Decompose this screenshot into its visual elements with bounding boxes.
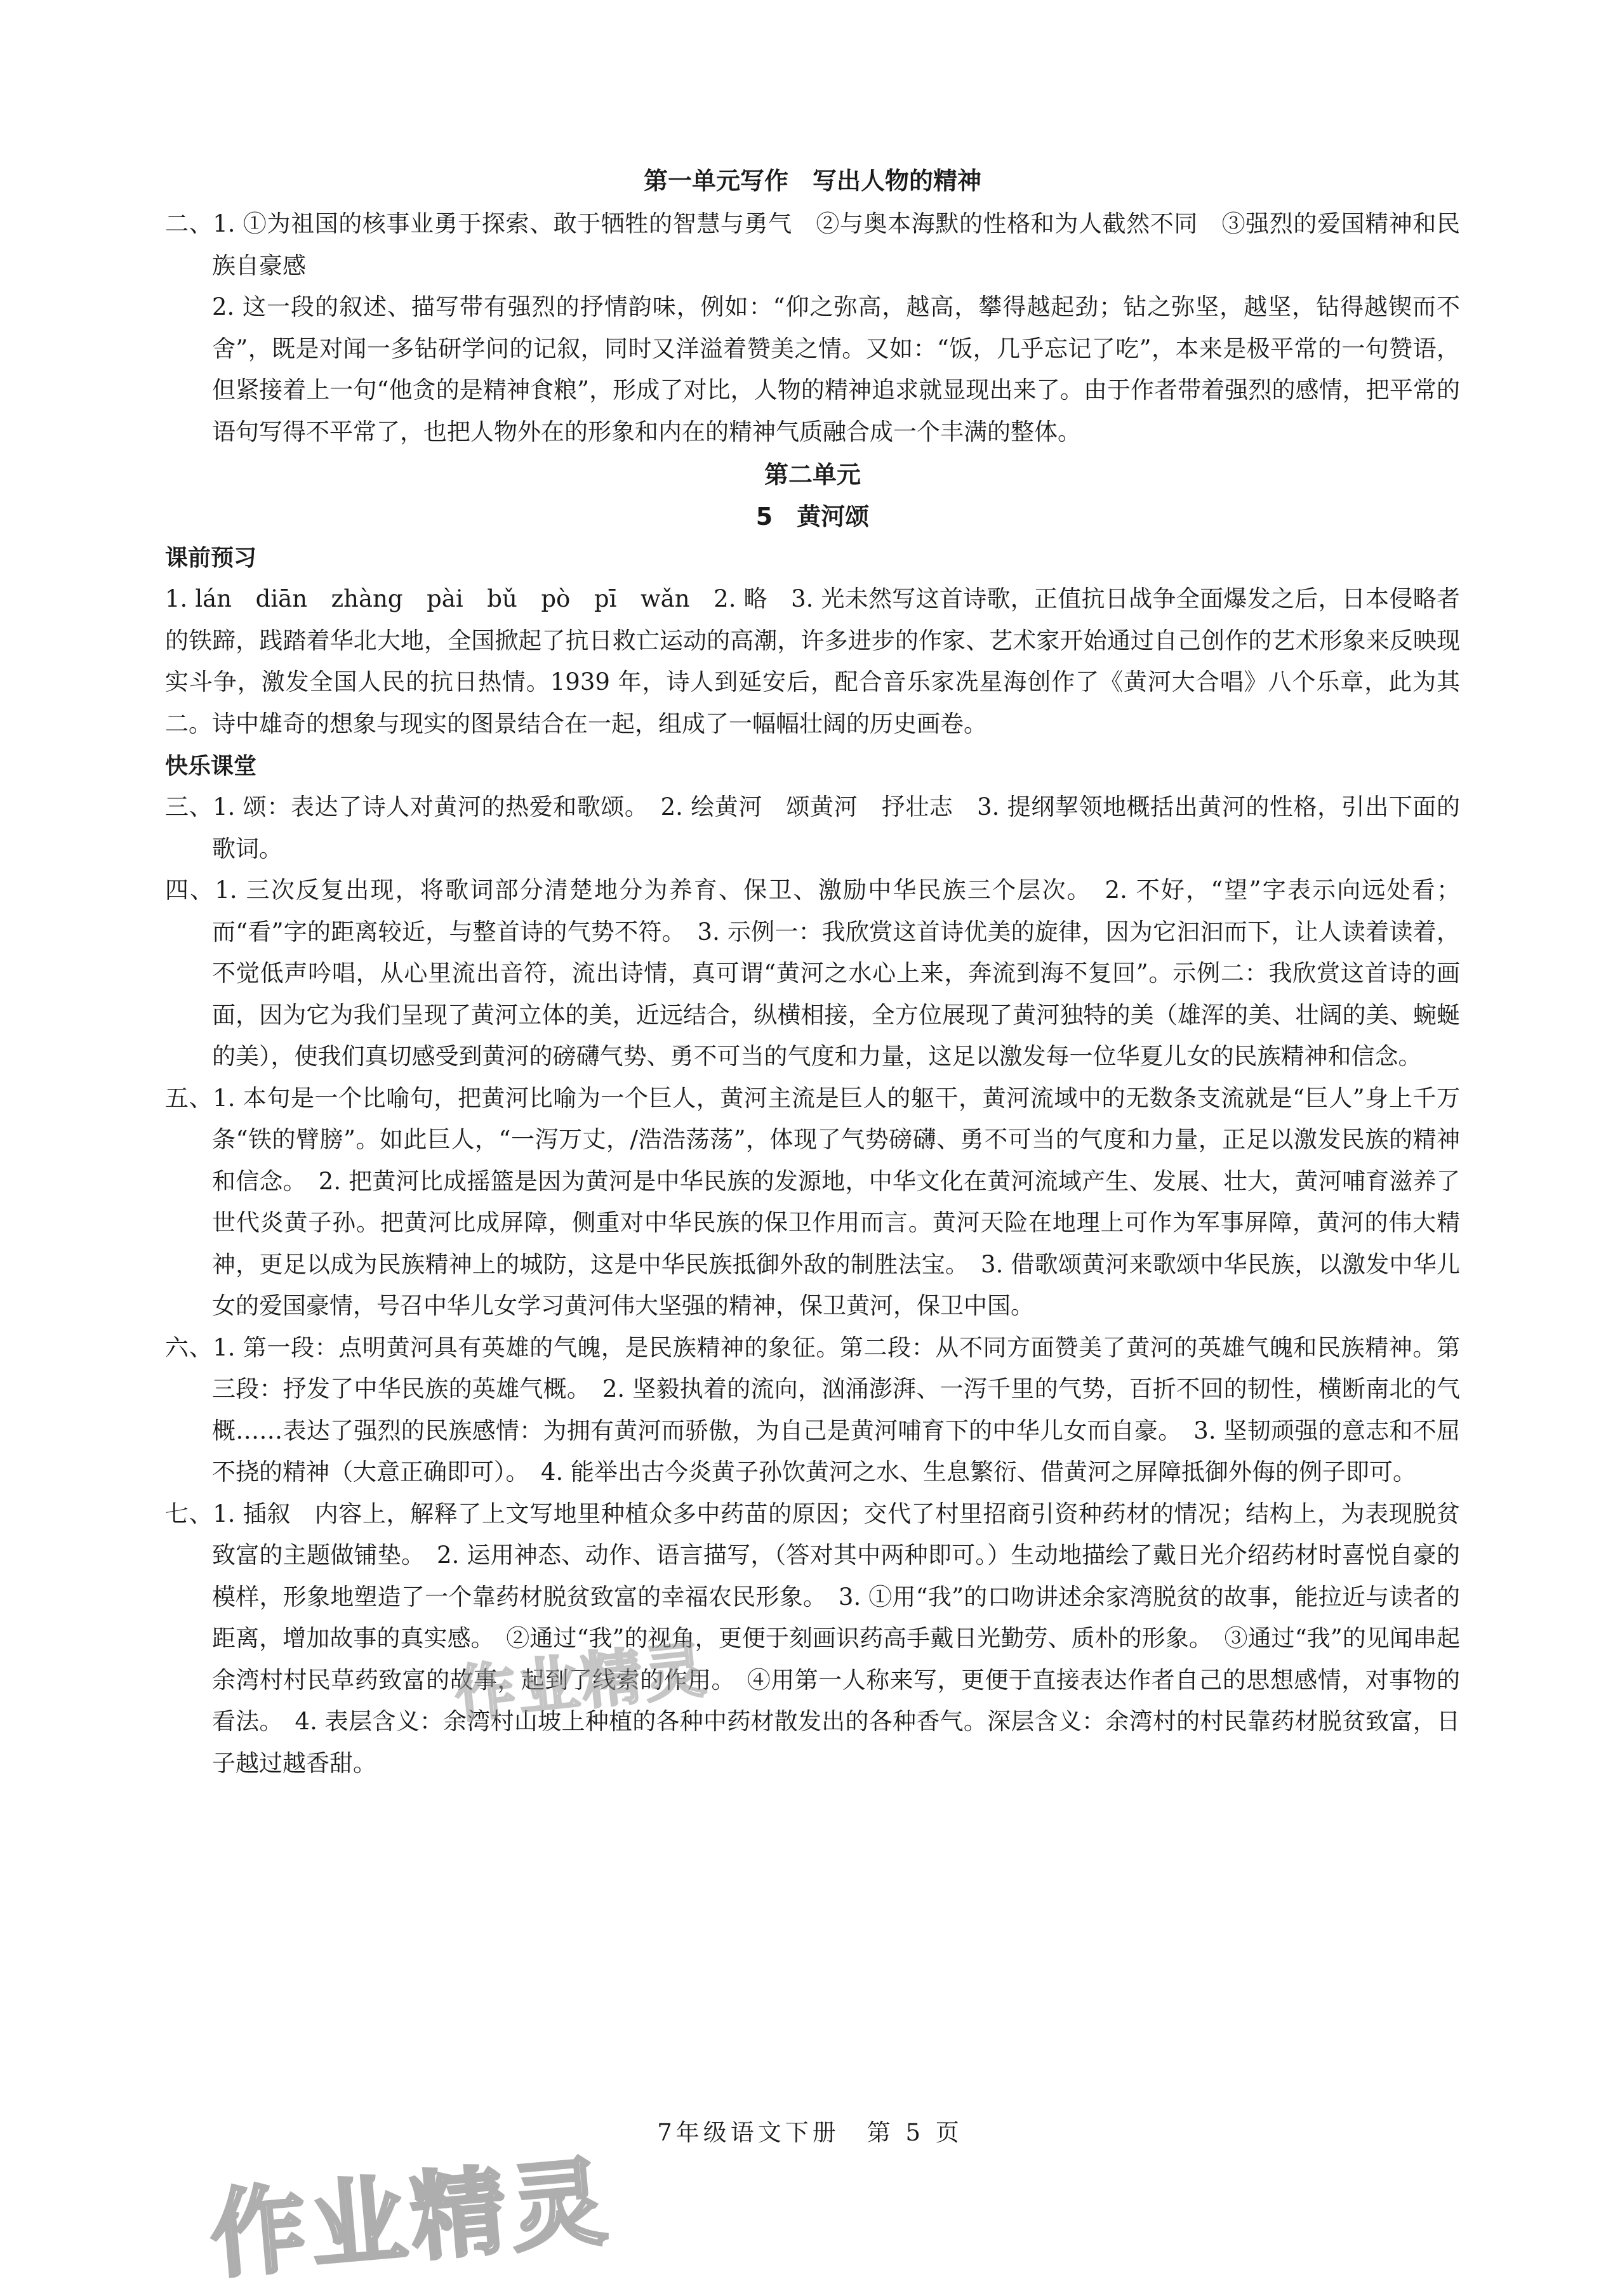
answer-page (165, 159, 1460, 1784)
unit1-writing-title: 第一单元写作 写出人物的精神 (643, 167, 981, 195)
class-heading: 快乐课堂 (165, 753, 257, 779)
preview-heading: 课前预习 (165, 545, 257, 571)
question-5: 五、1. 本句是一个比喻句，把黄河比喻为一个巨人，黄河主流是巨人的躯干，黄河流域中的无数条支流就是“巨人”身上千万条“铁的臂膀”。如此巨人，“一泻万丈，/浩浩荡荡”，体现了气势磅礴、勇不可当的气度和力量，正足以激发民族的精神和信念。 2. 把黄河比成摇篮是因为黄河是中华民族的发源地，中华文化在黄河流域产生、发展、壮大，黄河哺育滋养了世代炎黄子孙。把黄河比成屏障，侧重对中华民族的保卫作用而言。黄河天险在地理上可作为军事屏障，黄河的伟大精神，更足以成为民族精神上的城防，这是中华民族抵御外敌的制胜法宝。 3. 借歌颂黄河来歌颂中华民族，以激发中华儿女的爱国豪情，号召中华儿女学习黄河伟大坚强的精神，保卫黄河，保卫中国。 (165, 1084, 1460, 1319)
lesson5-title: 5 黄河颂 (755, 503, 870, 531)
unit1-question-2-item-2: 2. 这一段的叙述、描写带有强烈的抒情韵味，例如：“仰之弥高，越高，攀得越起劲；钻之弥坚，越坚，钻得越锲而不舍”，既是对闻一多钻研学问的记叙，同时又洋溢着赞美之情。又如：“饭，几乎忘记了吃”，本来是极平常的一句赞语，但紧接着上一句“他贪的是精神食粮”，形成了对比，人物的精神追求就显现出来了。由于作者带着强烈的感情，把平常的语句写得不平常了，也把人物外在的形象和内在的精神气质融合成一个丰满的整体。 (212, 293, 1460, 445)
unit2-title: 第二单元 (764, 461, 861, 489)
preview-answers: 1. lán diān zhàng pài bǔ pò pī wǎn 2. 略 3. 光未然写这首诗歌，正值抗日战争全面爆发之后，日本侵略者的铁蹄，践踏着华北大地，全国掀起了抗日救亡运动的高潮，许多进步的作家、艺术家开始通过自己创作的艺术形象来反映现实斗争，激发全国人民的抗日热情。1939 年，诗人到延安后，配合音乐家冼星海创作了《黄河大合唱》八个乐章，此为其二。诗中雄奇的想象与现实的图景结合在一起，组成了一幅幅壮阔的历史画卷。 (165, 585, 1460, 737)
watermark-logo-small: 作业精灵 (451, 1633, 712, 1731)
question-6: 六、1. 第一段：点明黄河具有英雄的气魄，是民族精神的象征。第二段：从不同方面赞美了黄河的英雄气魄和民族精神。第三段：抒发了中华民族的英雄气概。 2. 坚毅执着的流向，汹涌澎湃、一泻千里的气势，百折不回的韧性，横断南北的气概……表达了强烈的民族感情：为拥有黄河而骄傲，为自己是黄河哺育下的中华儿女而自豪。 3. 坚韧顽强的意志和不屈不挠的精神（大意正确即可）。 4. 能举出古今炎黄子孙饮黄河之水、生息繁衍、借黄河之屏障抵御外侮的例子即可。 (165, 1333, 1460, 1486)
question-4: 四、1. 三次反复出现，将歌词部分清楚地分为养育、保卫、激励中华民族三个层次。 2. 不好，“望”字表示向远处看；而“看”字的距离较近，与整首诗的气势不符。 3. 示例一：我欣赏这首诗优美的旋律，因为它汩汩而下，让人读着读着，不觉低声吟唱，从心里流出音符，流出诗情，真可谓“黄河之水心上来，奔流到海不复回”。示例二：我欣赏这首诗的画面，因为它为我们呈现了黄河立体的美，近远结合，纵横相接，全方位展现了黄河独特的美（雄浑的美、壮阔的美、蜿蜒的美），使我们真切感受到黄河的磅礴气势、勇不可当的气度和力量，这足以激发每一位华夏儿女的民族精神和信念。 (165, 876, 1460, 1070)
page-footer: 7年级语文下册 第 5 页 (657, 2119, 963, 2146)
question-7: 七、1. 插叙 内容上，解释了上文写地里种植众多中药苗的原因；交代了村里招商引资种药材的情况；结构上，为表现脱贫致富的主题做铺垫。 2. 运用神态、动作、语言描写，（答对其中两种即可。）生动地描绘了戴日光介绍药材时喜悦自豪的模样，形象地塑造了一个靠药材脱贫致富的幸福农民形象。 3. ①用“我”的口吻讲述余家湾脱贫的故事，能拉近与读者的距离，增加故事的真实感。 ②通过“我”的视角，更便于刻画识药高手戴日光勤劳、质朴的形象。 ③通过“我”的见闻串起余湾村村民草药致富的故事，起到了线索的作用。 ④用第一人称来写，更便于直接表达作者自己的思想感情，对事物的看法。 4. 表层含义：余湾村山坡上种植的各种中药材散发出的各种香气。深层含义：余湾村的村民靠药材脱贫致富，日子越过越香甜。 (165, 1500, 1460, 1777)
watermark-logo-large: 作业精灵 (206, 2146, 616, 2292)
question-3: 三、1. 颂：表达了诗人对黄河的热爱和歌颂。 2. 绘黄河 颂黄河 抒壮志 3. 提纲挈领地概括出黄河的性格，引出下面的歌词。 (165, 793, 1460, 862)
unit1-question-2-item-1: 二、1. ①为祖国的核事业勇于探索、敢于牺牲的智慧与勇气 ②与奥本海默的性格和为人截然不同 ③强烈的爱国精神和民族自豪感 (165, 210, 1460, 279)
